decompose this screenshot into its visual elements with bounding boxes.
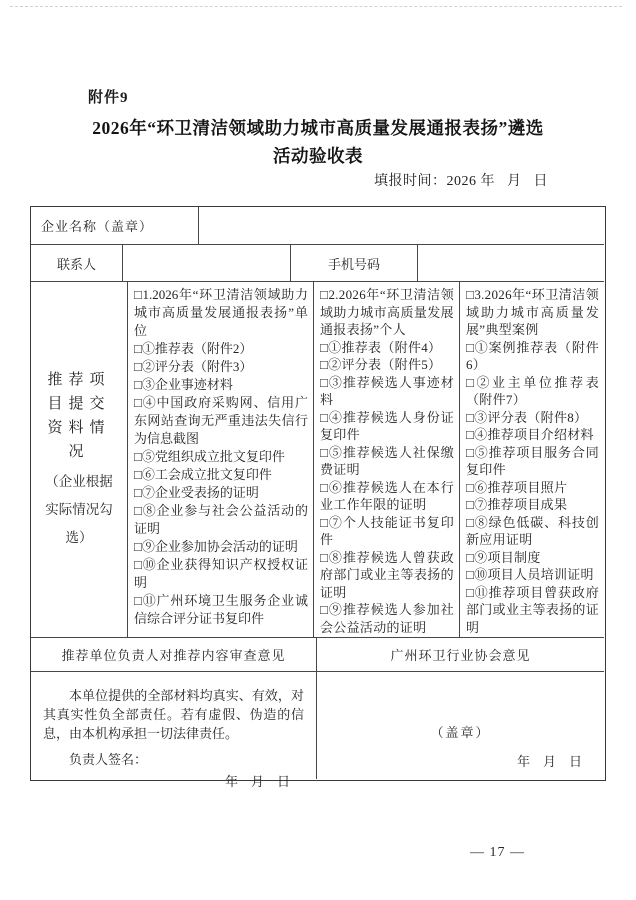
materials-header-cell (31, 282, 128, 638)
declaration-date: 年 月 日 (224, 774, 290, 789)
checklist-column-case (460, 282, 604, 638)
checklist-item: □⑦企业受表扬的证明 (134, 485, 259, 500)
checklist-column-unit (128, 282, 314, 638)
contact-label: 联系人 (56, 256, 96, 272)
checklist-item: □②评分表（附件5） (320, 357, 442, 372)
checklist-item: □④中国政府采购网、信用广东网站查询无严重违法失信行为信息截图 (134, 395, 308, 446)
checklist-item: □⑨推荐候选人参加社会公益活动的证明 (320, 602, 454, 635)
checklist-item: □③评分表（附件8） (466, 409, 588, 425)
recommender-review-header: 推荐单位负责人对推荐内容审查意见 (61, 648, 286, 663)
checklist-item: □2.2026年“环卫清洁领域助力城市高质量发展通报表扬”个人 (320, 287, 454, 337)
signature-label: 负责人签名： (69, 752, 148, 767)
checklist-item: □1.2026年“环卫清洁领域助力城市高质量发展通报表扬”单位 (134, 287, 308, 338)
checklist-item: □①推荐表（附件4） (320, 339, 442, 355)
page-number: — 17 — (470, 845, 525, 860)
checklist-item: □⑤推荐项目服务合同复印件 (466, 444, 599, 477)
checklist-item: □③企业事迹材料 (134, 377, 233, 392)
declaration-cell (31, 672, 317, 789)
checklist-item: □③推荐候选人事迹材料 (320, 374, 454, 407)
checklist-item: □④推荐候选人身份证复印件 (320, 409, 454, 442)
phone-label: 手机号码 (327, 256, 380, 272)
checklist-item: □①推荐表（附件2） (134, 341, 253, 356)
phone-label-cell (291, 245, 418, 282)
checklist-item: □⑧绿色低碳、科技创新应用证明 (466, 514, 599, 547)
checklist-item: □⑥工会成立批文复印件 (134, 467, 272, 482)
checklist-item: □④推荐项目介绍材料 (466, 427, 594, 442)
attachment-label: 附件9 (88, 90, 129, 106)
fill-time-label: 填报时间：2026 年 月 日 (374, 174, 548, 189)
association-opinion-header: 广州环卫行业协会意见 (390, 648, 531, 663)
checklist-item: □⑪推荐项目曾获政府部门或业主等表扬的证明 (466, 584, 600, 635)
acceptance-form-table (30, 206, 606, 789)
checklist-item: □⑦个人技能证书复印件 (320, 514, 454, 547)
checklist-item: □⑤推荐候选人社保缴费证明 (320, 444, 454, 477)
contact-input-cell (123, 245, 291, 282)
checklist-item: □②业主单位推荐表（附件7） (466, 374, 599, 407)
checklist-item: □⑥推荐项目照片 (466, 479, 568, 495)
checklist-column-individual (314, 282, 460, 638)
materials-header-sub: （企业根据实际情况勾选） (45, 473, 113, 545)
phone-input-cell (418, 245, 604, 282)
seal-label: （盖章） (430, 725, 491, 740)
association-opinion-header-cell (317, 638, 604, 672)
form-title-line2: 活动验收表 (273, 146, 363, 166)
checklist-item: □⑧推荐候选人曾获政府部门或业主等表扬的证明 (320, 549, 454, 600)
checklist-item: □⑤党组织成立批文复印件 (134, 449, 285, 464)
company-name-label: 企业名称（盖章） (41, 219, 154, 234)
scan-edge-artifact (10, 6, 622, 7)
checklist-item: □⑩项目人员培训证明 (466, 567, 594, 582)
checklist-item: □⑨项目制度 (466, 549, 541, 565)
checklist-item: □⑧企业参与社会公益活动的证明 (134, 503, 308, 536)
checklist-item: □⑦推荐项目成果 (466, 497, 568, 512)
form-title (0, 114, 636, 170)
checklist-item: □①案例推荐表（附件6） (466, 339, 599, 372)
recommender-review-header-cell (31, 638, 317, 672)
checklist-item: □3.2026年“环卫清洁领域助力城市高质量发展”典型案例 (466, 287, 599, 337)
checklist-item: □⑪广州环境卫生服务企业诚信综合评分证书复印件 (134, 593, 308, 626)
declaration-text: 本单位提供的全部材料均真实、有效，对其真实性负全部责任。若有虚假、伪造的信息，由本机构承担一切法律责任。 (43, 688, 304, 741)
company-name-input-cell (199, 207, 604, 245)
seal-cell (317, 672, 604, 779)
checklist-item: □②评分表（附件3） (134, 359, 253, 374)
company-name-label-cell (31, 207, 199, 245)
checklist-item: □⑨企业参加协会活动的证明 (134, 539, 298, 554)
seal-date: 年 月 日 (516, 754, 582, 769)
form-title-line1: 2026年“环卫清洁领域助力城市高质量发展通报表扬”遴选 (92, 118, 544, 138)
materials-header-main: 推荐项目提交资料情况 (47, 371, 111, 460)
checklist-item: □⑩企业获得知识产权授权证明 (134, 557, 308, 590)
checklist-item: □⑥推荐候选人在本行业工作年限的证明 (320, 479, 454, 512)
contact-label-cell (31, 245, 123, 282)
